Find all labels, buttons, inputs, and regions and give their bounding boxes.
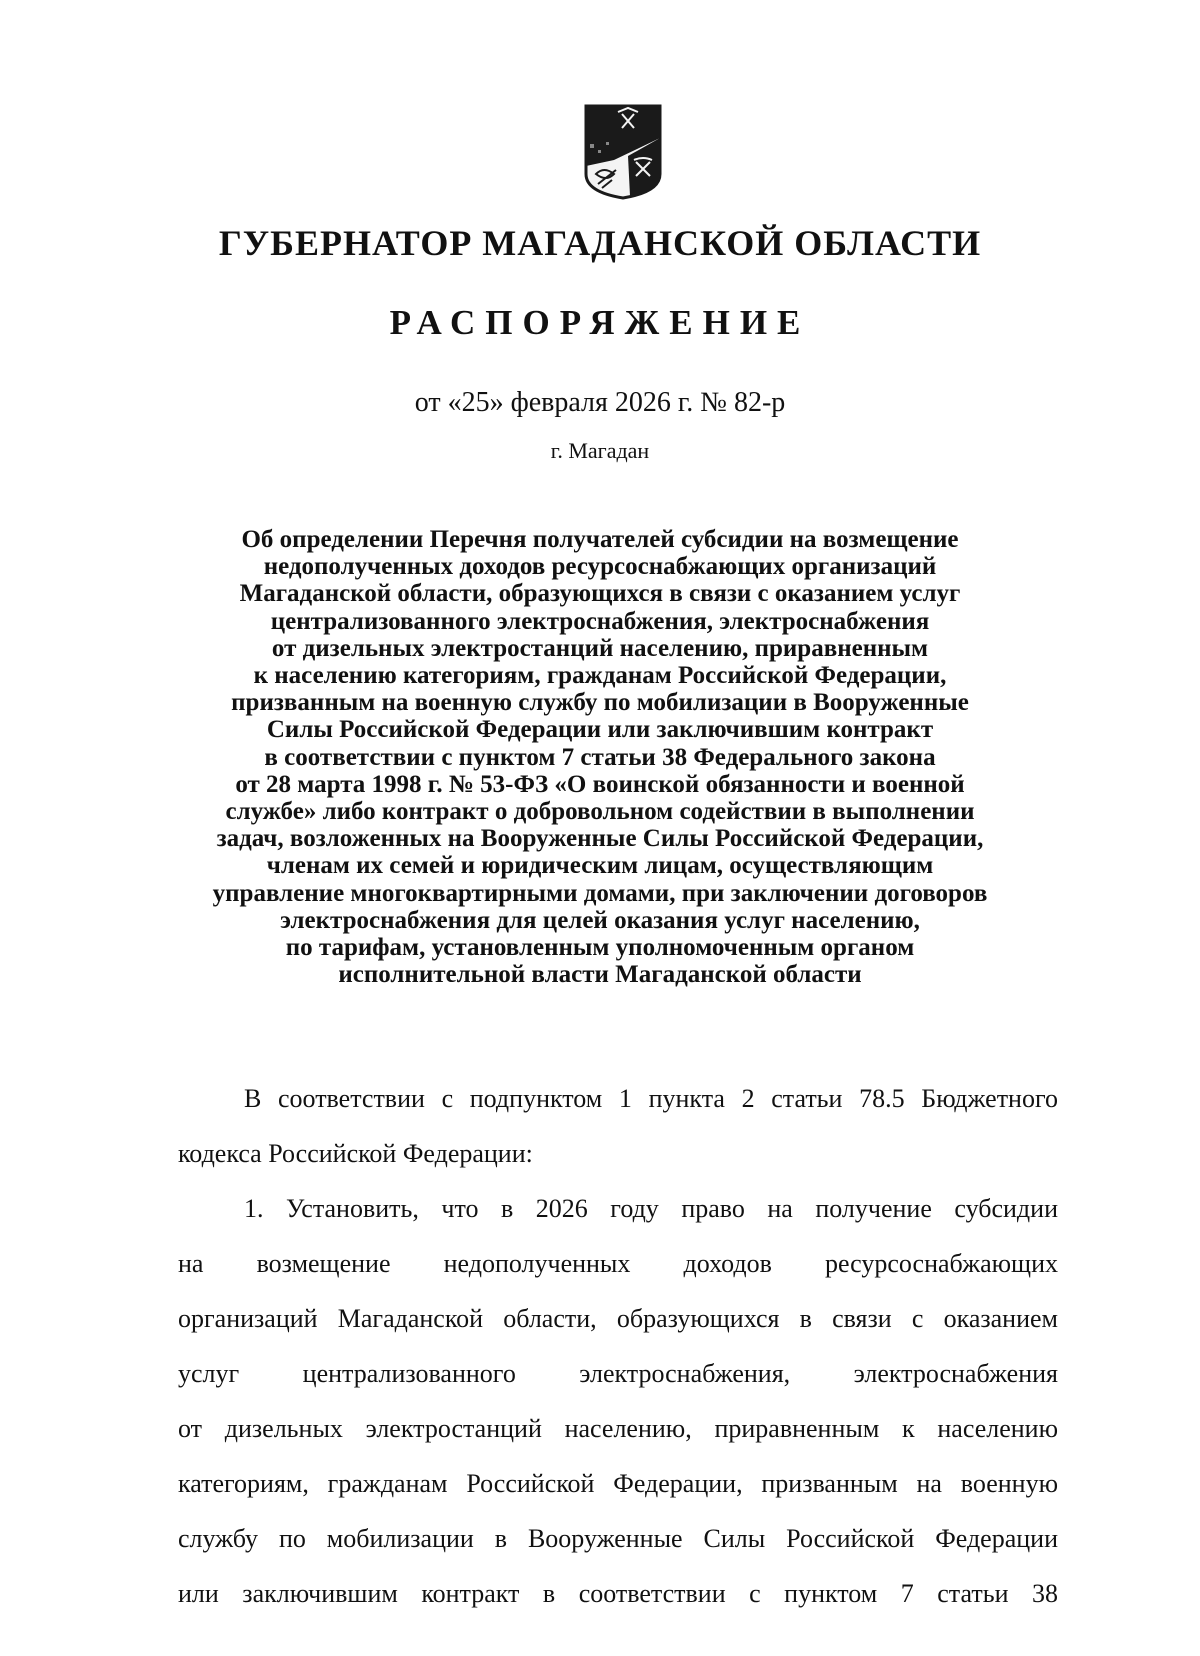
subject-line: недополученных доходов ресурсоснабжающих организаций	[263, 553, 937, 581]
document-city: г. Магадан	[550, 438, 650, 463]
coat-of-arms-icon	[584, 104, 662, 200]
subject-line: от дизельных электростанций населению, приравненным	[271, 634, 929, 662]
subject-line: задач, возложенных на Вооруженные Силы Российской Федерации,	[216, 825, 984, 853]
subject-line: призванным на военную службу по мобилизации в Вооруженные	[231, 689, 969, 717]
issuing-authority: ГУБЕРНАТОР МАГАДАНСКОЙ ОБЛАСТИ	[218, 223, 982, 263]
clause-line: категориям, гражданам Российской Федерации, призванным на военную	[178, 1469, 1058, 1498]
clause-line: или заключившим контракт в соответствии с пунктом 7 статьи 38	[178, 1579, 1058, 1608]
subject-line: электроснабжения для целей оказания услуг населению,	[280, 906, 920, 934]
subject-line: Силы Российской Федерации или заключившим контракт	[266, 716, 934, 744]
subject-line: по тарифам, установленным уполномоченным органом	[285, 934, 915, 962]
clause-line: службу по мобилизации в Вооруженные Силы Российской Федерации	[178, 1524, 1058, 1553]
document-date-number: от «25» февраля 2026 г. № 82-р	[414, 387, 786, 418]
document-subject	[150, 526, 1050, 988]
subject-line: исполнительной власти Магаданской области	[338, 961, 862, 989]
clause-line: на возмещение недополученных доходов ресурсоснабжающих	[178, 1249, 1058, 1278]
subject-line: управление многоквартирными домами, при заключении договоров	[212, 879, 988, 907]
subject-line: в соответствии с пунктом 7 статьи 38 Федерального закона	[264, 743, 936, 771]
subject-line: службе» либо контракт о добровольном содействии в выполнении	[225, 798, 975, 826]
subject-line: членам их семей и юридическим лицам, осуществляющим	[266, 852, 934, 880]
subject-line: Магаданской области, образующихся в связи с оказанием услуг	[239, 580, 961, 608]
subject-line: к населению категориям, гражданам Российской Федерации,	[253, 662, 947, 690]
clause-line: 1. Установить, что в 2026 году право на получение субсидии	[244, 1194, 1058, 1223]
preamble-line: кодекса Российской Федерации:	[178, 1139, 533, 1168]
preamble-line: В соответствии с подпунктом 1 пункта 2 статьи 78.5 Бюджетного	[244, 1084, 1058, 1113]
document-body	[178, 1071, 1058, 1621]
clause-line: от дизельных электростанций населению, приравненным к населению	[178, 1414, 1058, 1443]
document-type: РАСПОРЯЖЕНИЕ	[389, 303, 811, 342]
subject-line: централизованного электроснабжения, электроснабжения	[270, 607, 930, 635]
clause-line: организаций Магаданской области, образующихся в связи с оказанием	[178, 1304, 1058, 1333]
subject-line: Об определении Перечня получателей субсидии на возмещение	[241, 526, 959, 553]
subject-line: от 28 марта 1998 г. № 53-ФЗ «О воинской обязанности и военной	[235, 770, 965, 798]
clause-line: услуг централизованного электроснабжения, электроснабжения	[178, 1359, 1058, 1388]
